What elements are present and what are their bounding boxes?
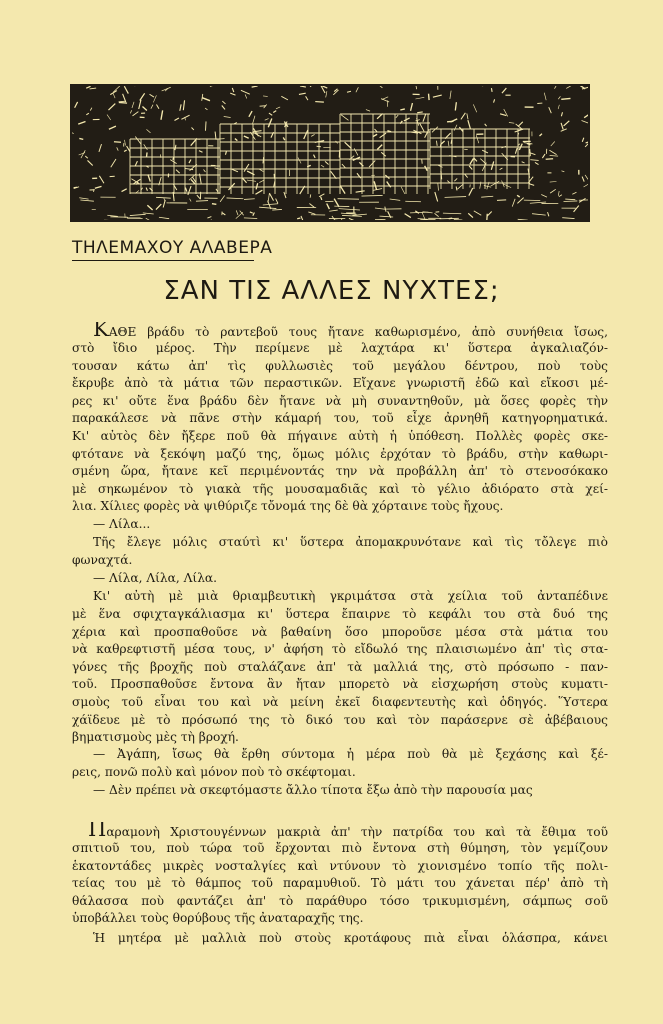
text-line: σμένη ὥρα, ἤτανε κεῖ περιμένοντάς την νὰ προβάλλη ἀπ' τὸ στενοσόκακο (72, 464, 608, 479)
header-woodcut-illustration (70, 84, 590, 222)
text-line: σμοὺς τοῦ εἶναι του καὶ νὰ μείνη ἐκεῖ διαφεντευτὴς καὶ ὁδηγός. Ὕστερα (72, 694, 608, 709)
dialogue-lila-repeat (93, 570, 608, 588)
text-line: γόνες τῆς βροχῆς ποὺ σταλάζανε ἀπ' τὰ μαλλιά της, στὸ πρόσωπο - παν- (72, 659, 608, 674)
author-name: ΤΗΛΕΜΑΧΟΥ ΑΛΑΒΕΡΑ (72, 238, 273, 258)
dialogue-line: — Λίλα, Λίλα, Λίλα. (93, 571, 218, 585)
text-line: Κι' αὐτὸς δὲν ἤξερε ποῦ θὰ πήγαινε αὐτὴ ἡ ὑπόθεση. Πολλὲς φορὲς σκε- (72, 428, 608, 443)
drop-cap: Π (88, 822, 107, 840)
paragraph-4-body (72, 840, 608, 928)
text-line: τοῦ. Προσπαθοῦσε ἔντονα ἂν ἤταν μπορετὸ νὰ εἰσχωρήση στοὺς κυματι- (72, 677, 608, 692)
woodcut-drawing (70, 84, 590, 222)
text-line: Ἡ μητέρα μὲ μαλλιὰ ποὺ στοὺς κροτάφους πιὰ εἶναι ὁλάσπρα, κάνει (93, 931, 608, 945)
dialogue-den-prepei (93, 782, 608, 800)
text-line: λια. Χίλιες φορὲς νὰ ψιθύριζε τὄνομά της δὲ θὰ χόρταινε τοὺς ἤχους. (72, 499, 504, 514)
text-line: βηματισμοὺς μὲς τὴ βροχή. (72, 730, 239, 745)
text-line: φτότανε νὰ ξεκόψη μαζύ της, ὅμως μόλις ἐρχόταν τὸ βράδυ, στὴν καθωρι- (72, 446, 608, 461)
text-line: χέρια καὶ προσπαθοῦσε νὰ βαθαίνη ὅσο μποροῦσε μέσα στὰ μάτια του (72, 624, 608, 639)
text-line: Κι' αὐτὴ μὲ μιὰ θριαμβευτικὴ γκριμάτσα στὰ χείλια τοῦ ἀνταπέδινε (93, 589, 608, 603)
text-line: ἔκρυβε ἀπὸ τὰ μάτια τῶν περαστικῶν. Εἴχανε γνωριστῆ ἐδῶ καὶ εἴκοσι μέ- (72, 376, 608, 391)
paragraph-5 (93, 930, 608, 948)
text-line: μὲ σηκωμένον τὸ γιακὰ τῆς μουσαμαδιᾶς καὶ τὸ γέλιο ἀδιόρατο στὰ χεί- (72, 481, 608, 496)
dialogue-agapi-cont (72, 764, 608, 782)
paragraph-2-body (72, 552, 608, 570)
paragraph-1 (93, 322, 608, 340)
dialogue-line: — Δὲν πρέπει νὰ σκεφτόμαστε ἄλλο τίποτα ἔξω ἀπὸ τὴν παρουσία μας (93, 783, 533, 797)
text-line: τουσαν κάτω ἀπ' τὶς φυλλωσιὲς τοῦ μεγάλου δέντρου, ποὺ τοὺς (72, 358, 608, 373)
author-underline (72, 260, 254, 261)
text-line: παρακάλεσε νὰ πᾶνε στὴν κάμαρή του, τοῦ εἶχε ἀρνηθῆ κατηγορηματικά. (72, 411, 608, 426)
text-line: τείας του μὲ τὸ θάμπος τοῦ παραμυθιοῦ. Τὸ μάτι του χάνεται πέρ' ἀπὸ τὴ (72, 876, 608, 891)
paragraph-1-body (72, 340, 608, 516)
woodcut-strokes (70, 84, 590, 222)
text-line: νὰ καθρεφτιστῆ μέσα τους, ν' ἀφήση τὸ εἴδωλό της πλαισιωμένο ἀπ' τὶς στα- (72, 642, 608, 657)
dialogue-line: — Ἀγάπη, ἴσως θὰ ἔρθη σύντομα ἡ μέρα ποὺ θὰ μὲ ξεχάσης καὶ ξέ- (93, 747, 608, 761)
paragraph-4 (88, 822, 608, 840)
paragraph-2 (93, 534, 608, 552)
drop-cap: Κ (93, 322, 109, 340)
text-line: μὲ ἕνα σφιχταγκάλιασμα κι' ὕστερα ἔπαιρνε τὸ κεφάλι του στὰ δυό της (72, 607, 608, 621)
text-line: σπιτιοῦ του, ποὺ τώρα τοῦ ἔρχονται πιὸ ἔντονα στὴ θύμηση, τὸν γεμίζουν (72, 841, 608, 855)
text-line: Τῆς ἔλεγε μόλις σταύτὶ κι' ὕστερα ἀπομακρυνότανε καὶ τὶς τὄλεγε πιὸ (93, 535, 608, 549)
text-line: ἑκατοντάδες μικρὲς νοσταλγίες καὶ ντύνουν τὸ χιονισμένο τοπίο τῆς πολι- (72, 858, 608, 873)
text-line: ΚΑΘΕ βράδυ τὸ ραντεβοῦ τους ἤτανε καθωρισμένο, ἀπὸ συνήθεια ἴσως, (93, 322, 608, 340)
dialogue-agapi (93, 746, 608, 764)
paragraph-3-body (72, 606, 608, 747)
text-line: ὑποβάλλει τοὺς θορύβους τῆς ἀναταραχῆς της. (72, 911, 364, 926)
dialogue-line: ρεις, πονῶ πολὺ καὶ μόνον ποὺ τὸ σκέφτομαι. (72, 765, 356, 779)
dialogue-line: — Λίλα... (93, 517, 151, 531)
text-line: θάλασσα ποὺ φαντάζει ἀπ' τὸ παράθυρο τόσο τρικυμισμένη, σάμπως σοῦ (72, 893, 608, 908)
text-line: φωναχτά. (72, 553, 133, 567)
text-line: Παραμονὴ Χριστουγέννων μακριὰ ἀπ' τὴν πατρίδα του καὶ τὰ ἔθιμα τοῦ (88, 822, 608, 840)
paragraph-3 (93, 588, 608, 606)
dialogue-lila (93, 516, 608, 534)
text-line: ρες κι' οὔτε ἕνα βράδυ δὲν ἤτανε νὰ μὴ συναντηθοῦν, μὰ ὅσες φορὲς τὴν (72, 393, 608, 408)
text-line: στὸ ἴδιο μέρος. Τὴν περίμενε μὲ λαχτάρα κι' ὕστερα ἀγκαλιαζόν- (72, 341, 608, 355)
story-title: ΣΑΝ ΤΙΣ ΑΛΛΕΣ ΝΥΧΤΕΣ; (163, 276, 500, 306)
text-line: χάϊδευε μὲ τὸ πρόσωπό της τὸ δικό του καὶ τὸν παράσερνε σὲ ἀβέβαιους (72, 712, 608, 727)
